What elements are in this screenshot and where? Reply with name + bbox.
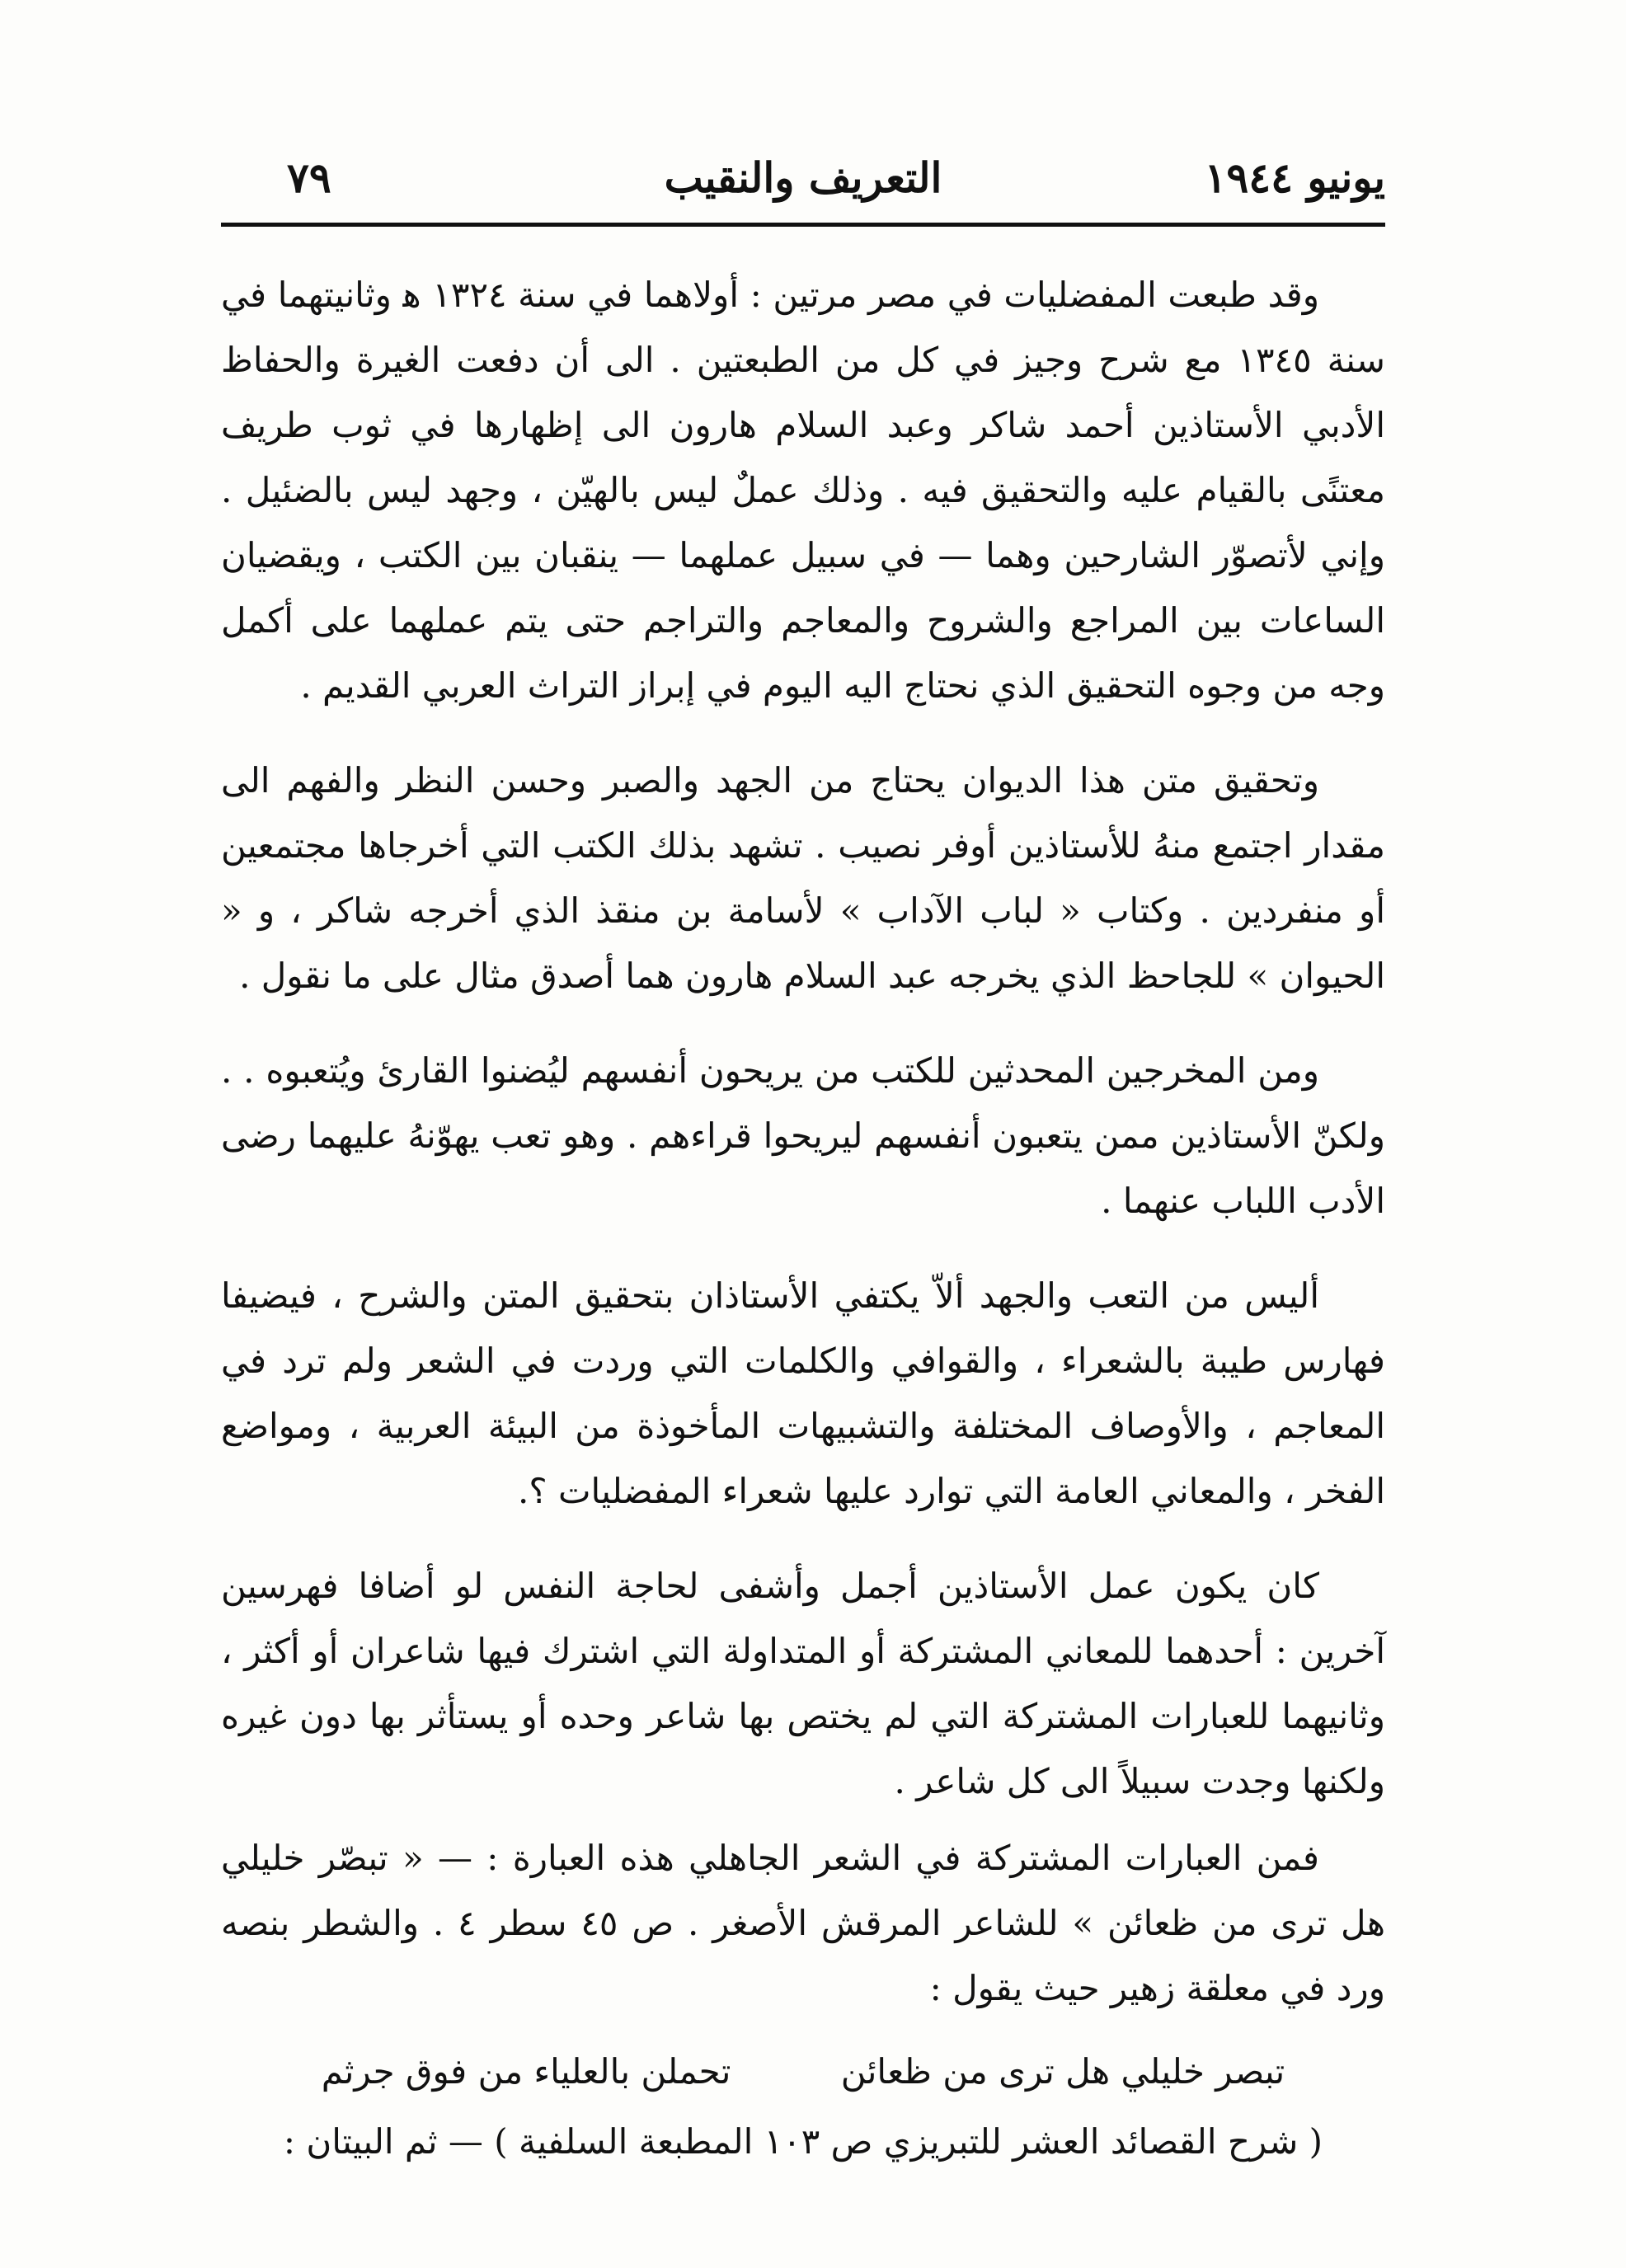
citation-line: ( شرح القصائد العشر للتبريزي ص ١٠٣ المطبعة السلفية ) — ثم البيتان : (283, 2121, 1323, 2162)
paragraph-5: كان يكون عمل الأستاذين أجمل وأشفى لحاجة النفس لو أضافا فهرسين آخرين : أحدهما للمعاني المشتركة أو المتداولة التي اشترك فيها شاعران أو أكثر ، وثانيهما للعبارات المشتركة التي لم يختص بها شاعر وحده أو يستأثر بها دون غيره ولكنها وجدت سبيلاً الى كل شاعر . (221, 1566, 1385, 1801)
paragraph-1: وقد طبعت المفضليات في مصر مرتين : أولاهما في سنة ١٣٢٤ ﻫ وثانيتهما في سنة ١٣٤٥ مع شرح وجيز في كل من الطبعتين . الى أن دفعت الغيرة والحفاظ الأدبي الأستاذين أحمد شاكر وعبد السلام هارون الى إظهارها في ثوب طريف معتنًى بالقيام عليه والتحقيق فيه . وذلك عملٌ ليس بالهيّن ، وجهد ليس بالضئيل . وإني لأتصوّر الشارحين وهما — في سبيل عملهما — ينقبان بين الكتب ، ويقضيان الساعات بين المراجع والشروح والمعاجم والتراجم حتى يتم عملهما على أكمل وجه من وجوه التحقيق الذي نحتاج اليه اليوم في إبراز التراث العربي القديم . (221, 275, 1386, 706)
paragraph-4: أليس من التعب والجهد ألاّ يكتفي الأستاذان بتحقيق المتن والشرح ، فيضيفا فهارس طيبة بالشعراء ، والقوافي والكلمات التي وردت في الشعر ولم ترد في المعاجم ، والأوصاف المختلفة والتشبيهات المأخوذة من البيئة العربية ، ومواضع الفخر ، والمعاني العامة التي توارد عليها شعراء المفضليات ؟. (221, 1275, 1385, 1511)
running-header (221, 139, 1385, 204)
article-body (221, 262, 1385, 2174)
poem-verse (221, 2039, 1385, 2104)
page-number: ٧٩ (287, 153, 331, 202)
paragraph-3: ومن المخرجين المحدثين للكتب من يريحون أنفسهم ليُضنوا القارئ ويُتعبوه . . ولكنّ الأستاذين ممن يتعبون أنفسهم ليريحوا قراءهم . وهو تعب يهوّنهُ عليهما رضى الأدب اللباب عنهما . (221, 1050, 1385, 1221)
paragraph-6: فمن العبارات المشتركة في الشعر الجاهلي هذه العبارة : — « تبصّر خليلي هل ترى من ظعائن » للشاعر المرقش الأصغر . ص ٤٥ سطر ٤ . والشطر بنصه ورد في معلقة زهير حيث يقول : (221, 1838, 1385, 2008)
verse-hemistich-1: تبصر خليلي هل ترى من ظعائن (840, 2051, 1285, 2092)
header-title: التعريف والنقيب (664, 153, 942, 202)
header-rule (221, 223, 1385, 227)
header-date: يونيو ١٩٤٤ (1204, 153, 1385, 202)
verse-hemistich-2: تحملن بالعلياء من فوق جرثم (321, 2051, 731, 2092)
paragraph-2: وتحقيق متن هذا الديوان يحتاج من الجهد والصبر وحسن النظر والفهم الى مقدار اجتمع منهُ للأستاذين أوفر نصيب . تشهد بذلك الكتب التي أخرجاها مجتمعين أو منفردين . وكتاب « لباب الآداب » لأسامة بن منقذ الذي أخرجه شاكر ، و « الحيوان » للجاحظ الذي يخرجه عبد السلام هارون هما أصدق مثال على ما نقول . (221, 760, 1385, 996)
